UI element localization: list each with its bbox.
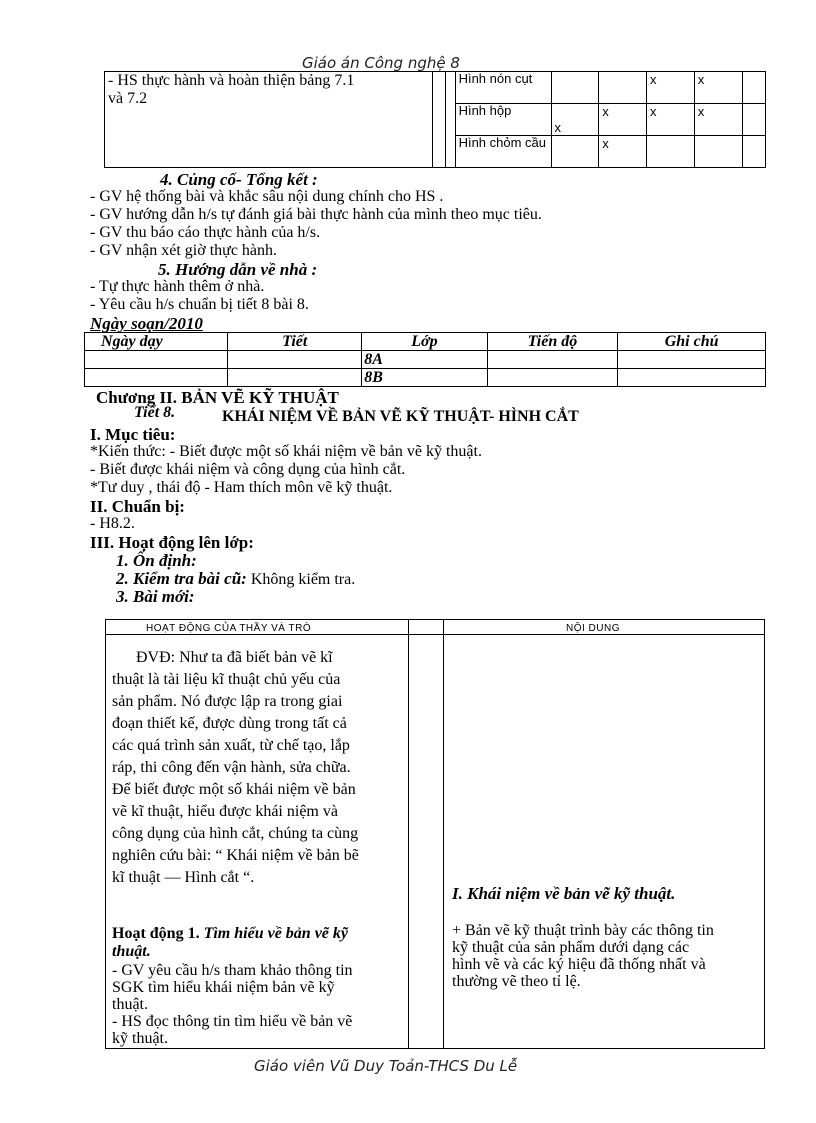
intro-line: sản phẩm. Nó được lập ra trong giai: [112, 693, 343, 710]
shape-mark: x: [599, 104, 647, 136]
shape-table-left-line2: và 7.2: [108, 90, 148, 107]
intro-line: các quá trình sản xuất, từ chế tạo, lắp: [112, 737, 350, 754]
content-line: + Bản vẽ kỹ thuật trình bày các thông tin: [452, 922, 714, 939]
schedule-header: Ghi chú: [618, 333, 766, 351]
chapter-title: Chương II. BẢN VẼ KỸ THUẬT: [96, 388, 339, 407]
objectives-list: [90, 443, 482, 497]
schedule-cell: [487, 351, 618, 369]
shape-mark: [694, 136, 742, 168]
schedule-header: Lớp: [362, 333, 487, 351]
schedule-cell: [228, 351, 362, 369]
intro-line: công dụng của hình cắt, chúng ta cùng: [112, 825, 359, 842]
main-table-header-left: HOẠT ĐỘNG CỦA THẦY VÀ TRÒ: [146, 623, 312, 634]
schedule-cell: [228, 369, 362, 387]
activity1-heading: [112, 925, 348, 961]
activity1-line: thuật.: [112, 996, 148, 1013]
shape-mark: [599, 72, 647, 104]
objective-line: - Biết được khái niệm và công dụng của hình cắt.: [90, 461, 406, 478]
shape-mark: x: [694, 72, 742, 104]
preparation-title: II. Chuẩn bị:: [90, 497, 185, 516]
intro-line: kĩ thuật — Hình cắt “.: [112, 869, 255, 886]
page-footer: Giáo viên Vũ Duy Toản-THCS Du Lễ: [254, 1057, 518, 1075]
activity1-label: Hoạt động 1.: [112, 925, 200, 942]
section4-line: - GV hướng dẫn h/s tự đánh giá bài thực hành của mình theo mục tiêu.: [90, 206, 542, 223]
main-table-divider: [408, 620, 409, 1048]
section5-title: 5. Hướng dẫn về nhà :: [158, 260, 318, 279]
activity1-line: - HS đọc thông tin tìm hiểu về bản vẽ: [112, 1013, 353, 1030]
activities-step1: 1. Ổn định:: [116, 551, 197, 570]
shape-table-gap2: [446, 72, 455, 168]
intro-line: thuật là tài liệu kĩ thuật chủ yếu của: [112, 671, 341, 688]
shape-name: Hình hộp: [455, 104, 551, 136]
shape-table-left-cell: [105, 72, 433, 168]
page-header: Giáo án Công nghệ 8: [302, 54, 460, 72]
section5-line: - Tự thực hành thêm ở nhà.: [90, 278, 265, 295]
objectives-title: I. Mục tiêu:: [90, 425, 176, 444]
activities-title: III. Hoạt động lên lớp:: [90, 533, 254, 552]
shape-mark: x: [647, 104, 695, 136]
schedule-cell: [618, 351, 766, 369]
lesson-title: KHÁI NIỆM VỀ BẢN VẼ KỸ THUẬT- HÌNH CẮT: [222, 408, 579, 425]
shape-table: [104, 71, 766, 168]
activities-step3: 3. Bài mới:: [116, 587, 195, 606]
section4-list: [90, 188, 542, 260]
activity1-list: [112, 962, 353, 1047]
content-line: kỹ thuật của sản phẩm dưới dạng các: [452, 939, 690, 956]
schedule-cell: [487, 369, 618, 387]
section4-line: - GV nhận xét giờ thực hành.: [90, 242, 278, 259]
activities-step2-label: 2. Kiểm tra bài cũ:: [116, 569, 247, 588]
schedule-header: Ngày dạy: [85, 333, 228, 351]
activity1-line: kỹ thuật.: [112, 1030, 168, 1047]
schedule-header: Tiến độ: [487, 333, 618, 351]
activity1-title-cont: thuật.: [112, 943, 151, 960]
section4-line: - GV thu báo cáo thực hành của h/s.: [90, 224, 321, 241]
activities-step2-text: Không kiểm tra.: [246, 571, 356, 588]
shape-mark: x: [551, 104, 599, 136]
preparation-line: - H8.2.: [90, 515, 135, 532]
content-line: hình vẽ và các ký hiệu đã thống nhất và: [452, 956, 706, 973]
intro-line: Để biết được một số khái niệm về bản: [112, 781, 356, 798]
content-line: thường vẽ theo tỉ lệ.: [452, 973, 581, 990]
schedule-header: Tiết: [228, 333, 362, 351]
content-title: I. Khái niệm về bản vẽ kỹ thuật.: [452, 884, 676, 903]
section5-line: - Yêu cầu h/s chuẩn bị tiết 8 bài 8.: [90, 296, 309, 313]
intro-paragraph: [112, 647, 404, 889]
main-table-header-right: NỘI DUNG: [566, 623, 620, 634]
date-label: Ngày soạn/2010: [90, 314, 203, 333]
intro-line: đoạn thiết kế, được dùng trong tất cả: [112, 715, 347, 732]
shape-mark: [742, 136, 765, 168]
schedule-cell: [85, 351, 228, 369]
activity1-line: - GV yêu cầu h/s tham khảo thông tin: [112, 962, 353, 979]
objective-line: *Kiến thức: - Biết được một số khái niệm về bản vẽ kỹ thuật.: [90, 443, 482, 460]
shape-mark: [647, 136, 695, 168]
activities-step2: [116, 569, 355, 589]
shape-mark: x: [694, 104, 742, 136]
intro-line: ĐVĐ: Như ta đã biết bản vẽ kĩ: [136, 649, 333, 666]
content-list: [452, 922, 714, 990]
section5-list: [90, 278, 309, 314]
lesson-label: Tiết 8.: [134, 404, 176, 421]
shape-mark: [742, 104, 765, 136]
activity1-line: SGK tìm hiểu khái niệm bản vẽ kỹ: [112, 979, 335, 996]
section4-line: - GV hệ thống bài và khắc sâu nội dung chính cho HS .: [90, 188, 444, 205]
intro-line: ráp, thi công đến vận hành, sửa chữa.: [112, 759, 351, 776]
intro-line: nghiên cứu bài: “ Khái niệm về bản bẽ: [112, 847, 359, 864]
shape-table-left-line1: - HS thực hành và hoàn thiện bảng 7.1: [108, 72, 355, 89]
shape-mark: [551, 136, 599, 168]
section4-title: 4. Củng cố- Tổng kết :: [160, 170, 318, 189]
shape-mark: [742, 72, 765, 104]
main-table-divider: [443, 620, 444, 1048]
activity1-title: Tìm hiểu về bản vẽ kỹ: [199, 925, 348, 942]
shape-name: Hình chỏm cầu: [455, 136, 551, 168]
shape-table-gap1: [433, 72, 446, 168]
schedule-class: 8B: [362, 369, 487, 387]
schedule-cell: [618, 369, 766, 387]
schedule-table: [84, 332, 766, 387]
main-table-header-line: [106, 634, 764, 635]
shape-mark: x: [599, 136, 647, 168]
schedule-class: 8A: [362, 351, 487, 369]
main-table: [105, 619, 765, 1049]
shape-name: Hình nón cụt: [455, 72, 551, 104]
schedule-cell: [85, 369, 228, 387]
intro-line: vẽ kĩ thuật, hiểu được khái niệm và: [112, 803, 338, 820]
shape-mark: x: [647, 72, 695, 104]
shape-mark: [551, 72, 599, 104]
objective-line: *Tư duy , thái độ - Ham thích môn vẽ kỹ thuật.: [90, 479, 393, 496]
